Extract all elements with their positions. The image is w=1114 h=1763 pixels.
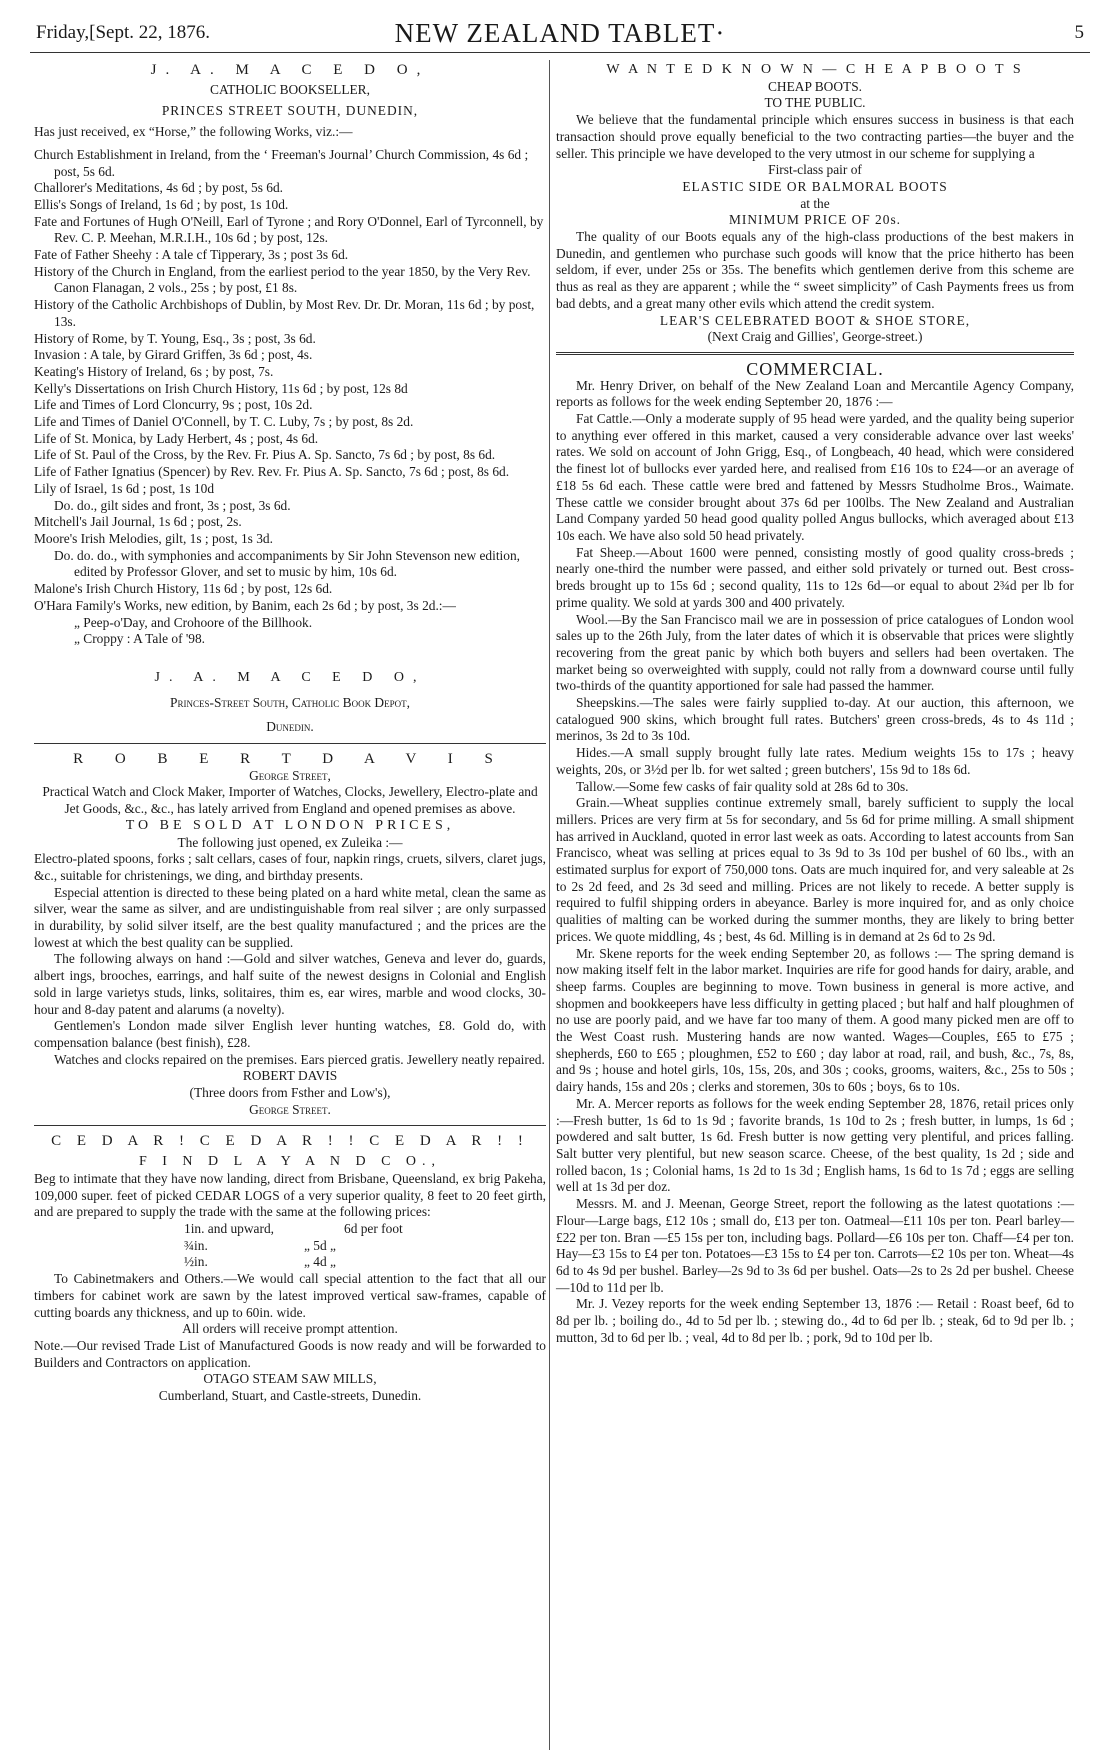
davis-advertisement bbox=[34, 751, 546, 1118]
davis-electroplate: Electro-plated spoons, forks ; salt cellars, cases of four, napkin rings, cruets, silvers, claret jugs, &c., suitable for christenings, we ding, and birthday presents. bbox=[34, 851, 546, 883]
book-item: Kelly's Dissertations on Irish Church History, 11s 6d ; by post, 12s 8d bbox=[34, 380, 408, 396]
boots-cheap: CHEAP BOOTS. bbox=[768, 78, 862, 94]
commercial-para: Mr. A. Mercer reports as follows for the week ending September 28, 1876, retail prices only :—Fresh butter, 1s 6d to 1s 9d ; favorite brands, 1s 10d to 2s ; fresh butter, in lumps, 1s 6d ; powdered and salt butter, 1s 6d. Fresh butter is now getting very plentiful, and prices falling. Salt butter very plentiful, but new season scarce. Cheese, of the best quality, 1s 2d ; side and rolled bacon, 1s ; Colonial hams, 1s 2d to 1s 3d ; English hams, 1s 6d to 1s 7d ; eggs are selling well at 1s 3d per doz. bbox=[556, 1095, 1074, 1195]
macedo-address: PRINCES STREET SOUTH, DUNEDIN, bbox=[161, 103, 419, 119]
book-item: Fate of Father Sheehy : A tale cf Tipperary, 3s ; post 3s 6d. bbox=[34, 247, 349, 263]
commercial-para: Grain.—Wheat supplies continue extremely small, barely sufficient to supply the local millers. Prices are very firm at 5s for secondary, and 5s 6d for prime milling. A small shipment has arrived in Auckland, quoted in error last week as oats. According to latest accounts from San Francisco, wheat was selling at prices equal to 3s 9d to 3s 10d per bushel of 60 lbs., with an estimated surplus for export of 750,000 tons. Oats are much inquired for, and very saleable at 2s to 2s 2d feed, and 2s 3d seed and milling. Prices are not likely to recede. A better supply is required to fulfil shipping orders in abeyance. Barley is more inquired for, and as only choice qualities of malting can be worked during the summer months, they are likely to bring better prices. We quote middling, 4s ; best, 4s 6d. Milling is in demand at 2s 6d to 2s 9d. bbox=[556, 795, 1074, 944]
section-rule bbox=[34, 1125, 546, 1126]
macedo-name: J. A. M A C E D O, bbox=[150, 62, 430, 78]
masthead-title: NEW ZEALAND TABLET· bbox=[394, 18, 726, 48]
boots-title: W A N T E D K N O W N — C H E A P B O O T S bbox=[606, 62, 1024, 77]
cedar-advertisement bbox=[34, 1133, 546, 1404]
boots-first-class: First-class pair of bbox=[768, 162, 862, 178]
book-item: Challorer's Meditations, 4s 6d ; by post, 5s 6d. bbox=[34, 180, 284, 196]
davis-on-hand: The following always on hand :—Gold and silver watches, Geneva and lever do, guards, albert ings, brooches, earrings, and half suite of the newest designs in Colonial and English sold in large varietys studs, links, solitaires, thim es, ear wires, marble and wood clocks, 30-hour and 8-day patent and alarums (a novelty). bbox=[34, 951, 546, 1017]
issue-date: Friday,[Sept. 22, 1876. bbox=[36, 22, 210, 43]
book-item: Life and Times of Lord Cloncurry, 9s ; post, 10s 2d. bbox=[34, 397, 313, 413]
book-item: Life of Father Ignatius (Spencer) by Rev. Rev. Fr. Pius A. Sp. Sancto, 7s 6d ; post, 8s 6d. bbox=[34, 464, 510, 480]
commercial-para: Fat Cattle.—Only a moderate supply of 95 head were yarded, and the quality being superior to anything ever offered in this market, caused a very considerable advance over last weeks' rates. We sold on account of John Grigg, Esq., of Longbeach, 40 head, which were considered the finest lot of bullocks ever yarded here, and realised from £16 10s to £24—or an average of £18 5s 6d each. These cattle were bred and fattened by Messrs Studholme Bros., Waimate. These cattle we consider brought about 37s 6d per 100lbs. The New Zealand and Australian Land Company yarded 50 head good quality polled Angus bullocks, which averaged about £13 10s each. We have also sold 50 head privately. bbox=[556, 411, 1074, 543]
davis-signature-street: George Street. bbox=[249, 1101, 331, 1117]
cedar-prompt: All orders will receive prompt attention. bbox=[182, 1321, 398, 1337]
davis-watches: Gentlemen's London made silver English lever hunting watches, £8. Gold do, with compensation balance (best finish), £28. bbox=[34, 1018, 546, 1050]
macedo-footer-name: J. A. M A C E D O, bbox=[154, 669, 426, 685]
davis-attention: Especial attention is directed to these being plated on a hard white metal, clean the same as silver, wear the same as silver, and are undistinguishable from real silver ; are only surpassed in durability, by solid silver itself, are the best quality manufactured ; and the prices are the lowest at which the best quality can be supplied. bbox=[34, 884, 546, 950]
price-row: ¾in. „ 5d „ bbox=[184, 1237, 336, 1253]
davis-intro: Practical Watch and Clock Maker, Importer of Watches, Clocks, Jewellery, Electro-plate and Jet Goods, &c., &c., has lately arrived from England and opened premises as above. bbox=[42, 784, 538, 817]
book-item: O'Hara Family's Works, new edition, by Banim, each 2s 6d ; by post, 3s 2d.:— bbox=[34, 597, 456, 613]
cedar-address: Cumberland, Stuart, and Castle-streets, Dunedin. bbox=[158, 1388, 422, 1404]
macedo-footer-line1: Princes-Street South, Catholic Book Depot, bbox=[170, 694, 410, 710]
price-row: 1in. and upward, 6d per foot bbox=[184, 1221, 403, 1236]
cedar-firm: F I N D L A Y A N D C O., bbox=[138, 1154, 442, 1170]
book-item: Fate and Fortunes of Hugh O'Neill, Earl of Tyrone ; and Rory O'Donnel, Earl of Tyrconnell, by Rev. C. P. Meehan, M.R.I.H., 10s 6d ; by post, 12s. bbox=[34, 213, 544, 246]
book-item: Lily of Israel, 1s 6d ; post, 1s 10d bbox=[34, 480, 215, 496]
commercial-para: Messrs. M. and J. Meenan, George Street, report the following as the latest quotations :—Flour—Large bags, £12 10s ; small do, £13 per ton. Oatmeal—£11 10s per ton. Pearl barley—£22 per ton. Bran —£5 15s per ton, including bags. Pollard—£6 10s per ton. Chaff—£4 per ton. Hay—£3 15s to £4 per ton. Potatoes—£3 15s to £4 per ton. Carrots—£2 10s per ton. Wheat—4s 6d to 4s 9d per bushel. Barley—2s 9d to 3s 6d per bushel. Oats—2s to 2s 2d per bushel. Cheese —10d to 11d per lb. bbox=[556, 1196, 1074, 1295]
boots-at-the: at the bbox=[800, 195, 830, 211]
boots-elastic: ELASTIC SIDE OR BALMORAL BOOTS bbox=[682, 178, 948, 194]
section-rule bbox=[556, 352, 1074, 355]
book-list bbox=[34, 147, 546, 648]
davis-signature-address: (Three doors from Fsther and Low's), bbox=[189, 1085, 391, 1101]
book-item: Invasion : A tale, by Girard Griffen, 3s 6d ; post, 4s. bbox=[34, 347, 313, 363]
boots-next: (Next Craig and Gillies', George-street.) bbox=[707, 329, 923, 345]
cedar-note: Note.—Our revised Trade List of Manufactured Goods is now ready and will be forwarded to Builders and Contractors on application. bbox=[34, 1337, 546, 1370]
macedo-advertisement bbox=[34, 62, 546, 736]
commercial-para: Sheepskins.—The sales were fairly supplied to-day. At our auction, this afternoon, we catalogued 900 skins, which brought full rates. Butchers' green cross-breds, 4s to 4s 11d ; merinos, 3s 2d to 3s 10d. bbox=[556, 695, 1074, 744]
macedo-subtitle: CATHOLIC BOOKSELLER, bbox=[210, 81, 370, 97]
commercial-para: Wool.—By the San Francisco mail we are in possession of price catalogues of London wool sales up to the 26th July, from the later dates of which it is observable that prices were slightly recovering from the great panic by which both buyers and sellers had been overtaken. The market being so overweighted with supply, could not rally from a downward course until fully two-thirds of the quantity apportioned for sale had passed the hammer. bbox=[556, 611, 1074, 694]
book-item: Keating's History of Ireland, 6s ; by post, 7s. bbox=[34, 363, 274, 379]
boots-store: LEAR'S CELEBRATED BOOT & SHOE STORE, bbox=[659, 312, 971, 328]
macedo-footer-line2: Dunedin. bbox=[266, 719, 314, 735]
boots-advertisement bbox=[556, 62, 1074, 346]
page-number: 5 bbox=[1074, 22, 1084, 43]
book-item: History of Rome, by T. Young, Esq., 3s ; post, 3s 6d. bbox=[34, 330, 316, 346]
book-item: Moore's Irish Melodies, gilt, 1s ; post, 1s 3d. bbox=[34, 530, 273, 546]
book-item: Life of St. Monica, by Lady Herbert, 4s ; post, 4s 6d. bbox=[34, 430, 319, 446]
macedo-intro: Has just received, ex “Horse,” the following Works, viz.:— bbox=[34, 124, 353, 140]
davis-zuleika: The following just opened, ex Zuleika :— bbox=[177, 834, 403, 850]
right-column bbox=[556, 62, 1074, 1346]
commercial-para: Hides.—A small supply brought fully late rates. Medium weights 15s to 17s ; heavy weights, 20s, or 3½d per lb. for wet salted ; green butchers', 15s 9d to 18s 6d. bbox=[556, 745, 1074, 777]
commercial-para: Tallow.—Some few casks of fair quality sold at 28s 6d to 30s. bbox=[576, 778, 909, 794]
davis-signature: ROBERT DAVIS bbox=[242, 1068, 338, 1084]
commercial-para: Mr. Skene reports for the week ending September 20, as follows :— The spring demand is now making itself felt in the labor market. Inquiries are rife for good hands for dairy, arable, and sheep farms. Couples are beginning to move. Town business in general is more active, and shopmen and bookkeepers have less difficulty in getting placed ; but half and half ploughmen of no use are poorly paid, and we have far too many of them. A good many picked men are off to the West Coast rush. Mustering hands are now wanted. Wages—Couples, £65 to £75 ; shepherds, £60 to £65 ; ploughmen, £52 to £60 ; day labor at road, rail, and bush, &c., 7s, 8s, and 9s ; house and hotel girls, 10s, 15s, 20s, and 30s ; cooks, grooms, waiters, &c., 25s to 50s ; dairy hands, 15s and 20s ; clerks and storemen, 30s to 60s ; boys, 6s to 10s. bbox=[556, 945, 1074, 1095]
book-item: History of the Catholic Archbishops of Dublin, by Most Rev. Dr. Dr. Moran, 11s 6d ; by post, 13s. bbox=[34, 297, 535, 329]
cedar-landing: Beg to intimate that they have now landing, direct from Brisbane, Queensland, ex brig Pakeha, 109,000 super. feet of picked CEDAR LOGS of a very superior quality, 8 feet to 20 feet girth, and are prepared to supply the trade with the same at the following prices: bbox=[34, 1170, 546, 1220]
book-item: „ Croppy : A Tale of '98. bbox=[74, 631, 206, 647]
boots-quality: The quality of our Boots equals any of the high-class productions of the best makers in Dunedin, and gentlemen who purchase such goods will know that the price hitherto has been seldom, if ever, under 25s or 35s. The benefits which gentlemen derive from this scheme are thus as real as they are apparent ; while the “ sweet simplicity” of Cash Payments frees us from bad debts, and a great many other evils which attend the credit system. bbox=[556, 229, 1074, 311]
commercial-para: Mr. J. Vezey reports for the week ending September 13, 1876 :— Retail : Roast beef, 6d to 8d per lb. ; boiling do., 4d to 5d per lb. ; stewing do., 4d to 6d per lb. ; steak, 6d to 9d per lb. ; mutton, 3d to 6d per lb. ; veal, 4d to 8d per lb. ; pork, 9d to 10d per lb. bbox=[556, 1296, 1074, 1345]
book-item: „ Peep-o'Day, and Crohoore of the Billhook. bbox=[74, 614, 313, 630]
book-item: History of the Church in England, from the earliest period to the year 1850, by the Very Rev. Canon Flanagan, 2 vols., 25s ; by post, £1 8s. bbox=[34, 263, 531, 296]
column-divider bbox=[549, 60, 550, 1750]
commercial-para: Fat Sheep.—About 1600 were penned, consisting mostly of good quality cross-breds ; nearly one-third the number were passed, and either sold privately or turned out. Best cross-breds brought up to 15s 6d ; second quality, 11s to 12s 6d—or equal to about 2¾d per lb for prime quality. We sold at yards 300 and 400 privately. bbox=[556, 544, 1074, 610]
cedar-mills: OTAGO STEAM SAW MILLS, bbox=[203, 1371, 377, 1387]
davis-repairs: Watches and clocks repaired on the premises. Ears pierced gratis. Jewellery neatly repaired. bbox=[54, 1051, 545, 1067]
book-item: Life and Times of Daniel O'Connell, by T. C. Luby, 7s ; by post, 8s 2d. bbox=[34, 414, 414, 430]
left-column bbox=[34, 62, 546, 1405]
boots-to-public: TO THE PUBLIC. bbox=[764, 95, 866, 111]
davis-headline: TO BE SOLD AT LONDON PRICES, bbox=[125, 817, 455, 833]
section-rule bbox=[34, 743, 546, 744]
book-item: Church Establishment in Ireland, from the ‘ Freeman's Journal’ Church Commission, 4s 6d ; post, 5s 6d. bbox=[34, 146, 529, 179]
book-item: Mitchell's Jail Journal, 1s 6d ; post, 2s. bbox=[34, 514, 242, 530]
book-item: Ellis's Songs of Ireland, 1s 6d ; by post, 1s 10d. bbox=[34, 196, 289, 212]
boots-principle: We believe that the fundamental principle which ensures success in business is that each transaction should prove equally beneficial to the two contracting parties—the buyer and the seller. This principle we have developed to the very utmost in our scheme for supplying a bbox=[556, 112, 1074, 161]
commercial-para: Mr. Henry Driver, on behalf of the New Zealand Loan and Mercantile Agency Company, reports as follows for the week ending September 20, 1876 :— bbox=[556, 377, 1074, 410]
cedar-cabinetmakers: To Cabinetmakers and Others.—We would call special attention to the fact that all our timbers for cabinet work are sawn by the latest improved vertical saw-frames, capable of cutting boards any thickness, and up to 60in. wide. bbox=[34, 1271, 546, 1320]
book-item: Life of St. Paul of the Cross, by the Rev. Fr. Pius A. Sp. Sancto, 7s 6d ; by post, 8s 6d. bbox=[34, 447, 496, 463]
davis-street: George Street, bbox=[249, 767, 331, 783]
commercial-section bbox=[556, 358, 1074, 1346]
davis-title: R O B E R T D A V I S bbox=[73, 751, 507, 768]
cedar-title: C E D A R ! C E D A R ! ! C E D A R ! ! bbox=[51, 1133, 529, 1150]
cedar-price-table bbox=[184, 1221, 546, 1271]
commercial-title: COMMERCIAL. bbox=[746, 358, 884, 379]
boots-minimum: MINIMUM PRICE OF 20s. bbox=[728, 212, 902, 228]
page-header bbox=[30, 18, 1090, 53]
book-item: Do. do., gilt sides and front, 3s ; post, 3s 6d. bbox=[54, 497, 291, 513]
book-item: Malone's Irish Church History, 11s 6d ; by post, 12s 6d. bbox=[34, 581, 333, 597]
book-item: Do. do. do., with symphonies and accompaniments by Sir John Stevenson new edition, edited by Professor Glover, and set to music by him, 10s 6d. bbox=[54, 547, 521, 580]
price-row: ½in. „ 4d „ bbox=[184, 1254, 336, 1270]
